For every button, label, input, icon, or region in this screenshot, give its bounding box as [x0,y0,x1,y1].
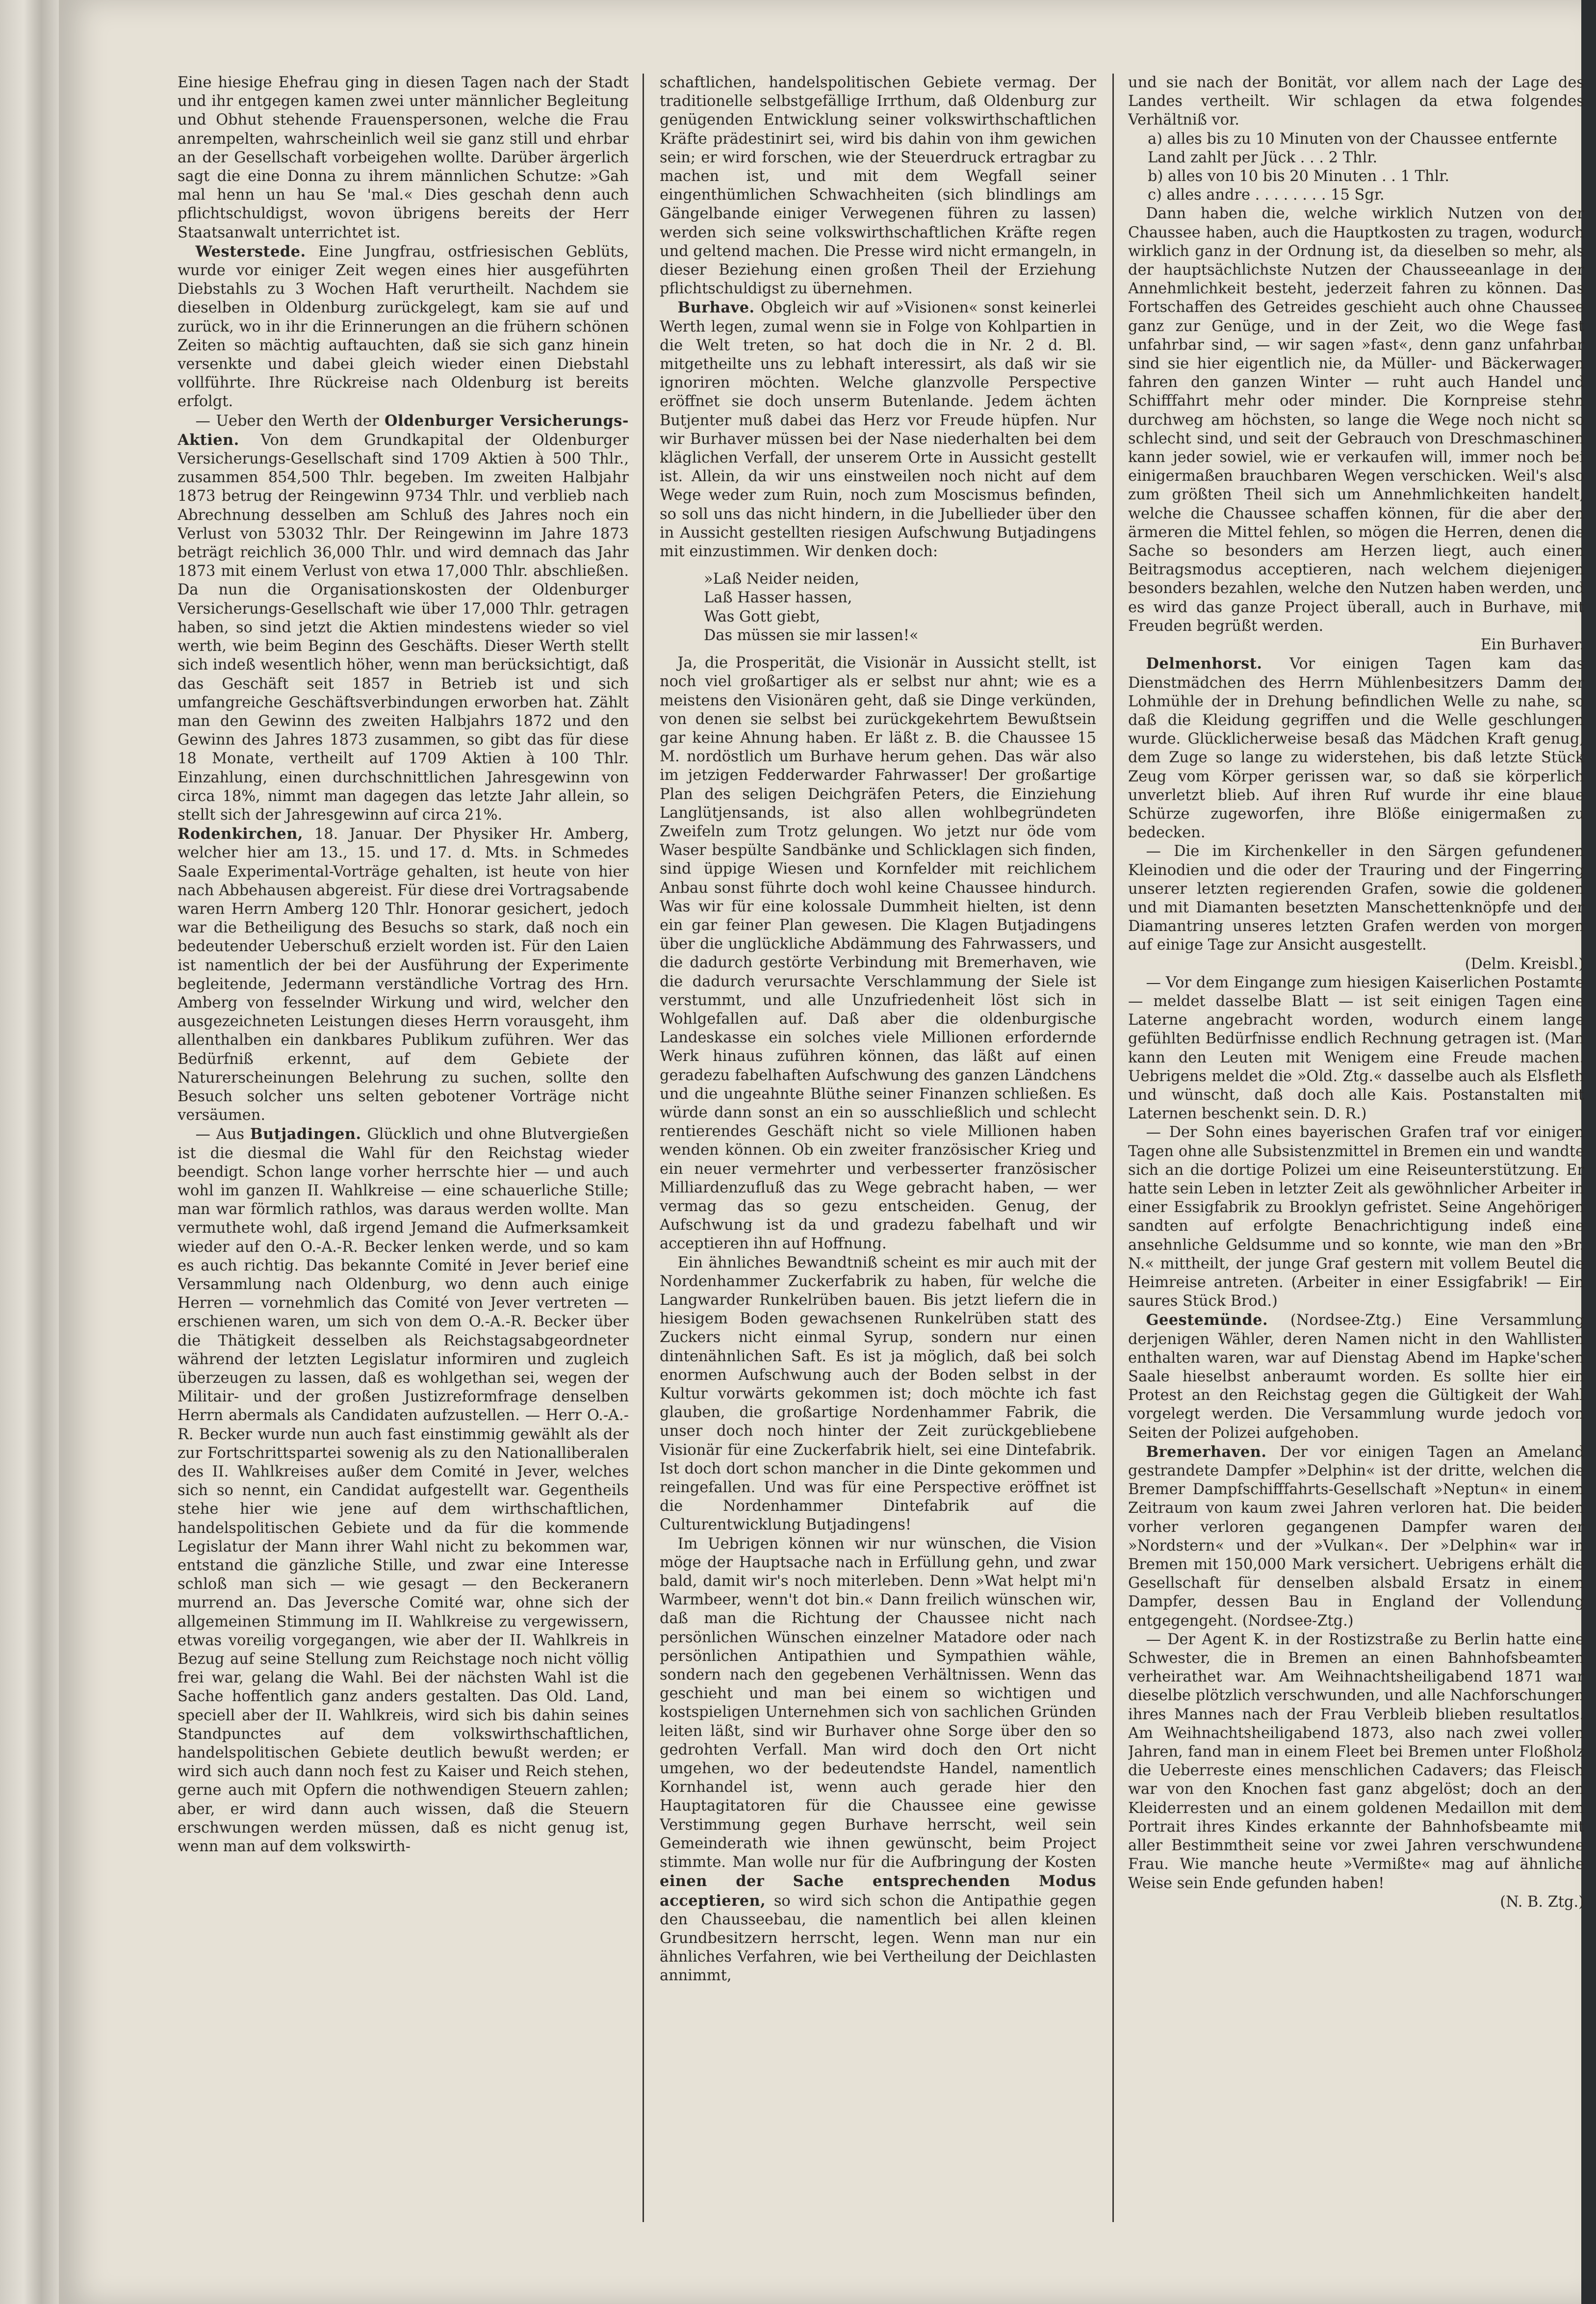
article-source: (N. B. Ztg.) [1500,1893,1584,1911]
article-text: Obgleich wir auf »Visionen« sonst keinerlei Werth legen, zumal wenn sie in Folge von Kohlpartien in die Welt treten, so hat doch die in Nr. 2 d. Bl. mitgetheilte uns zu lebhaft interessirt, als daß wir sie ignoriren möchten. Welche glanzvolle Perspective eröffnet sie doch unserm Butenlande. Jedem ächten Butjenter muß dabei das Herz vor Freude hüpfen. Nur wir Burhaver müssen bei der Nase niederhalten bei dem kläglichen Verfall, der unserem Orte in Aussicht gestellt ist. Allein, da wir uns einstweilen noch nicht auf dem Wege weder zum Ruin, noch zum Moscismus befinden, so soll uns das nicht hindern, in die Jubellieder über den in Aussicht gestellten riesigen Aufschwung Butjadingens mit einzustimmen. Wir denken doch: [660,299,1096,561]
list-item: b) alles von 10 bis 20 Minuten . . 1 Thlr. [1148,168,1450,185]
article-heading: Delmenhorst. [1146,655,1262,673]
article-heading: einen der Sache entsprechenden Modus acceptieren, [660,1872,1096,1910]
article-heading: Oldenburger Versicherungs-Aktien. [178,412,629,449]
article-paragraph [660,298,1096,561]
article-text: Eine Jungfrau, ostfriesischen Geblüts, wurde vor einiger Zeit wegen eines hier ausgeführten Diebstahls zu 3 Wochen Haft verurtheilt. Nachdem sie dieselben in Oldenburg zurückgelegt, kam sie auf und zurück, wo in ihr die Erinnerungen an die frühern schönen Zeiten so mächtig auftauchten, daß sie sich ganz hinein versenkte und dabei gleich wieder einen Diebstahl vollführte. Ihre Rückreise nach Oldenburg ist bereits erfolgt. [178,243,629,411]
poem-verse [704,570,1096,645]
article-heading: Burhave. [677,299,755,317]
article-paragraph [178,412,629,825]
article-text: so wird sich schon die Antipathie gegen den Chausseebau, die namentlich bei allen kleinen Grundbesitzern herrscht, legen. Wenn man nur ein ähnliches Verfahren, wie bei Vertheilung der Deichlasten annimmt, [660,1892,1096,1985]
article-heading: Butjadingen. [250,1125,361,1143]
verse-line: Laß Hasser hassen, [704,589,852,607]
article-paragraph [178,242,629,412]
article-paragraph [660,1535,1096,1986]
article-paragraph: und sie nach der Bonität, vor allem nach der Lage des Landes vertheilt. Wir schlagen da etwa folgendes Verhältniß vor. [1128,74,1584,129]
column-rule [1112,74,1114,2222]
article-heading: Rodenkirchen, [178,825,303,843]
article-text: Vor einigen Tagen kam das Dienstmädchen des Herrn Mühlenbesitzers Damm der Lohmühle der in Drehung befindlichen Welle zu nahe, so daß die Kleidung gegriffen und die Welle geschlungen wurde. Glücklicherweise besaß das Mädchen Kraft genug, dem Zuge so lange zu widerstehen, bis daß letzte Stück Zeug vom Körper gerissen war, so daß sie körperlich unverletzt blieb. Auf ihren Ruf wurde ihr eine blaue Schürze zugeworfen, ihre Blöße einigermaßen zu bedecken. [1128,655,1584,842]
verse-line: Das müssen sie mir lassen!« [704,626,919,644]
article-paragraph [178,1125,629,1856]
article-paragraph: Eine hiesige Ehefrau ging in diesen Tagen nach der Stadt und ihr entgegen kamen zwei unter männlicher Begleitung und Obhut stehende Frauenspersonen, welche die Frau anrempelten, wahrscheinlich weil sie ganz still und ehrbar an der Gesellschaft vorbeigehen wollte. Darüber ärgerlich sagt die eine Donna zu ihrem männlichen Schutze: »Gah mal henn un hau Se 'mal.« Dies geschah denn auch pflichtschuldigst, wovon übrigens bereits der Herr Staatsanwalt unterrichtet ist. [178,74,629,241]
article-paragraph: — Der Sohn eines bayerischen Grafen traf vor einigen Tagen ohne alle Subsistenzmittel in Bremen ein und wandte sich an die dortige Polizei um eine Reiseunterstützung. Er hatte sein Leben in letzter Zeit als gewöhnlicher Arbeiter in einer Essigfabrik zu Brooklyn gefristet. Seine Angehörigen sandten auf erfolgte Benachrichtigung indeß eine ansehnliche Geldsumme und so konnte, wie man den »Br. N.« mittheilt, der junge Graf gestern mit vollem Beutel die Heimreise antreten. (Arbeiter in einer Essigfabrik! — Ein saures Stück Brod.) [1128,1124,1584,1310]
article-text: Im Uebrigen können wir nur wünschen, die Vision möge der Hauptsache nach in Erfüllung gehn, und zwar bald, damit wir's noch miterleben. Denn »Wat helpt mi'n Warmbeer, wenn't dot bin.« Dann freilich wünschen wir, daß man die Richtung der Chaussee nicht nach persönlichen Wünschen einzelner Matadore oder nach persönlichen Antipathien und Sympathien wähle, sondern nach den gegebenen Verhältnissen. Wenn das geschieht und man bei einem so wichtigen und kostspieligen Unternehmen sich von sachlichen Gründen leiten läßt, sind wir Burhaver ohne Sorge über den so gedrohten Verfall. Man wird doch den Ort nicht umgehen, wo der bedeutendste Handel, namentlich Kornhandel ist, wenn auch gerade hier den Hauptagitatoren für die Chaussee eine gewisse Verstimmung gegen Burhave herrscht, weil sein Gemeinderath wie ihnen gewünscht, beim Project stimmte. Man wolle nur für die Aufbringung der Kosten [660,1535,1096,1871]
article-paragraph [1128,654,1584,842]
article-text: — Ueber den Werth der [195,412,379,430]
column-rule [643,74,644,2222]
article-paragraph: — Vor dem Eingange zum hiesigen Kaiserlichen Postamte — meldet dasselbe Blatt — ist seit einigen Tagen eine Laterne angebracht worden, wodurch einem lange gefühlten Bedürfnisse endlich Rechnung getragen ist. (Man kann den Leuten mit Wenigem eine Freude machen. Uebrigens meldet die »Old. Ztg.« dasselbe auch als Elsfleth und wünscht, daß doch alle Kais. Postanstalten mit Laternen beschenkt sein. D. R.) [1128,974,1584,1123]
column-middle [660,74,1096,2222]
article-paragraph [1128,1443,1584,1631]
article-text: Von dem Grundkapital der Oldenburger Versicherungs-Gesellschaft sind 1709 Aktien à 500 Thlr., zusammen 854,500 Thlr. begeben. Im zweiten Halbjahr 1873 betrug der Reingewinn 9734 Thlr. und verblieb nach Abrechnung desselben am Schluß des Jahres noch ein Verlust von 53032 Thlr. Der Reingewinn im Jahre 1873 beträgt reichlich 36,000 Thlr. und wird demnach das Jahr 1873 mit einem Verlust von etwa 17,000 Thlr. abschließen. Da nun die Organisationskosten der Oldenburger Versicherungs-Gesellschaft wie über 17,000 Thlr. getragen haben, so sind jetzt die Aktien mindestens wieder so viel werth, wie beim Beginn des Geschäfts. Dieser Werth stellt sich indeß wesentlich höher, wenn man berücksichtigt, daß das Geschäft seit 1857 in Betrieb ist und sich umfangreiche Geschäftsverbindungen erworben hat. Zählt man den Gewinn des zweiten Halbjahrs 1872 und den Gewinn des Jahres 1873 zusammen, so gibt das für diese 18 Monate, vertheilt auf 1709 Aktien à 100 Thlr. Einzahlung, einen durchschnittlichen Jahresgewinn von circa 18%, nimmt man dagegen das letzte Jahr allein, so stellt sich der Jahresgewinn auf circa 21%. [178,431,629,824]
article-paragraph [178,825,629,1125]
verse-line: Was Gott giebt, [704,608,821,625]
article-heading: Geestemünde. [1146,1311,1268,1329]
article-text: Der vor einigen Tagen an Ameland gestrandete Dampfer »Delphin« ist der dritte, welchen die Bremer Dampfschifffahrts-Gesellschaft »Neptun« in einem Zeitraum von kaum zwei Jahren verloren hat. Die beiden vorher verloren gegangenen Dampfer waren der »Nordstern« und der »Vulkan«. Der »Delphin« war in Bremen mit 150,000 Mark versichert. Uebrigens erhält die Gesellschaft für denselben alsbald Ersatz in einem Dampfer, dessen Bau in England der Vollendung entgegengeht. (Nordsee-Ztg.) [1128,1443,1584,1630]
list-item: c) alles andre . . . . . . . . 15 Sgr. [1148,186,1385,204]
article-paragraph: Ja, die Prosperität, die Visionär in Aussicht stellt, ist noch viel großartiger als er selbst nur ahnt; wie es a meistens den Visionären geht, daß sie Dinge verkünden, von denen sie selbst bei zurückgekehrtem Bewußtsein gar keine Ahnung haben. Er läßt z. B. die Chaussee 15 M. nordöstlich um Burhave herum gehen. Das wär also im jetzigen Fedderwarder Fahrwasser! Der großartige Plan des seligen Deichgräfen Peters, die Einziehung Langlütjensands, ist also allen wohlbegründeten Zweifeln zum Trotz gelungen. Wo jetzt nur öde vom Waser bespülte Sandbänke und Schlicklagen sich finden, sind üppige Wiesen und Kornfelder mit reichlichem Anbau sonst führte doch wohl keine Chaussee hindurch. Was wir für eine kolossale Dummheit hielten, ist denn ein gar feiner Plan gewesen. Die Klagen Butjadingens über die unglückliche Abdämmung des Fahrwassers, und die dadurch gestörte Verbindung mit Bremerhaven, wie die dadurch verursachte Verschlammung der Siele ist verstummt, und alle Unzufriedenheit löst sich in Wohlgefallen auf. Daß aber die oldenburgische Landeskasse ein solches viele Millionen erfordernde Werk hinaus zuführen können, das läßt auf einen geradezu fabelhaften Aufschwung des ganzen Ländchens und die ungeahnte Blüthe seiner Finanzen schließen. Es würde dann sonst an ein so ausschließlich und schlecht rentierendes Geschäft nicht so viele Millionen haben wenden können. Ob ein zweiter französischer Krieg und ein neuer vermehrter und verbesserter französischer Milliardenzufluß das zu Wege gebracht haben, — wer vermag das so gezu entscheiden. Genug, der Aufschwung ist da und gradezu fabelhaft und wir acceptieren ihn auf Hoffnung. [660,654,1096,1253]
verse-line: »Laß Neider neiden, [704,570,859,588]
article-paragraph: — Die im Kirchenkeller in den Särgen gefundenen Kleinodien und die oder der Trauring und der Fingerring unserer letzten regierenden Grafen, sowie die goldenen und mit Diamanten besetzten Manschettenknöpfe und der Diamantring unseres letzten Grafen werden von morgen auf einige Tage zur Ansicht ausgestellt. [1128,843,1584,954]
article-paragraph: — Der Agent K. in der Rostizstraße zu Berlin hatte eine Schwester, die in Bremen an einen Bahnhofsbeamten verheirathet war. Am Weihnachtsheiligabend 1871 war dieselbe plötzlich verschwunden, und alle Nachforschungen ihres Mannes nach der Frau Verbleib blieben resultatlos. Am Weihnachtsheiligabend 1873, also nach zwei vollen Jahren, fand man in einem Fleet bei Bremen unter Floßholz die Ueberreste eines menschlichen Cadavers; das Fleisch war von den Knochen fast ganz abgelöst; doch an den Kleiderresten und an einem goldenen Medaillon mit dem Portrait ihres Kindes erkannte der Bahnhofsbeamte mit aller Bestimmtheit seine vor zwei Jahren verschwundene Frau. Wie manche heute »Vermißte« mag auf ähnliche Weise sein Ende gefunden haben! [1128,1631,1584,1892]
article-signature: Ein Burhaver. [1480,636,1584,654]
article-heading: Bremerhaven. [1146,1443,1267,1461]
page-binding-edge [0,0,59,2304]
list-item: a) alles bis zu 10 Minuten von der Chaussee entfernte Land zahlt per Jück . . . 2 Thlr. [1148,130,1557,166]
article-text: 18. Januar. Der Physiker Hr. Amberg, welcher hier am 13., 15. und 17. d. Mts. in Schmedes Saale Experimental-Vorträge gehalten, ist heute von hier nach Abbehausen abgereist. Für diese drei Vortragsabende waren Herrn Amberg 120 Thlr. Honorar gesichert, jedoch war die Betheiligung des Besuchs so stark, daß noch ein bedeutender Ueberschuß erzielt worden ist. Für den Laien ist namentlich der bei der Ausführung der Experimente begleitende, Jedermann verständliche Vortrag des Hrn. Amberg von fesselnder Wirkung und wird, welcher den ausgezeichneten Leistungen dieses Herrn vorausgeht, ihm allenthalben ein dankbares Publikum zuführen. Wer das Bedürfniß erkennt, auf dem Gebiete der Naturerscheinungen Belehrung zu suchen, sollte den Besuch solcher uns selten gebotener Vorträge nicht versäumen. [178,826,629,1124]
fee-list [1148,130,1584,205]
article-paragraph [1128,1311,1584,1442]
article-paragraph: Ein ähnliches Bewandtniß scheint es mir auch mit der Nordenhammer Zuckerfabrik zu haben, für welche die Langwarder Runkelrüben bauen. Bis jetzt liefern die in hiesigem Boden gewachsenen Runkelrüben statt des Zuckers nicht einmal Syrup, sondern nur einen dintenähnlichen Saft. Es ist ja möglich, daß bei solch enormen Aufschwung auch der Boden selbst in der Kultur vorwärts gekommen ist; doch möchte ich fast glauben, die großartige Nordenhammer Fabrik, die unser doch noch hinter der Zeit zurückgebliebene Visionär für eine Zuckerfabrik hielt, sei eine Dintefabrik. Ist doch dort schon mancher in die Dinte gekommen und reingefallen. Und was für eine Perspective eröffnet ist die Nordenhammer Dintefabrik auf die Culturentwicklung Butjadingens! [660,1254,1096,1534]
article-paragraph: Dann haben die, welche wirklich Nutzen von der Chaussee haben, auch die Hauptkosten zu tragen, wodurch wirklich ganz in der Ordnung ist, da dieselben so mehr, als der hauptsächlichste Nutzen der Chausseeanlage in der Annehmlichkeit besteht, jederzeit fahren zu können. Das Fortschaffen des Getreides geschieht auch ohne Chaussee ganz zur Genüge, und in der Zeit, wo die Wege fast unfahrbar sind, — wir sagen »fast«, denn ganz unfahrbar sind sie hier eigentlich nie, da Müller- und Bäckerwagen fahren den ganzen Winter — ruht auch Handel und Schifffahrt mehr oder minder. Die Kornpreise stehn durchweg am höchsten, so lange die Wege noch nicht so schlecht sind, und seit der Gebrauch von Dreschmaschinen kann jeder sowiel, wie er verkaufen will, immer noch bei einigermaßen brauchbaren Wegen verschicken. Weil's also zum größten Theil sich um Annehmlichkeiten handelt, welche die Chaussee schaffen können, für die aber den ärmeren die Mittel fehlen, so mögen die Herren, denen die Sache so besonders am Herzen liegt, auch einen Beitragsmodus acceptieren, nach welchem diejenigen besonders bezahlen, welche den Nutzen haben werden, und es wird das ganze Project überall, auch in Burhave, mit Freuden begrüßt werden. [1128,205,1584,635]
article-text: Glücklich und ohne Blutvergießen ist die diesmal die Wahl für den Reichstag wieder beendigt. Schon lange vorher herrschte hier — und auch wohl im ganzen II. Wahlkreise — eine schauerliche Stille; man war förmlich rathlos, was daraus werden wollte. Man vermuthete wohl, daß irgend Jemand die Aufmerksamkeit wieder auf den O.-A.-R. Becker lenken werde, und so kam es auch richtig. Das bekannte Comité in Jever berief eine Versammlung nach Oldenburg, wo denn auch einige Herren — vornehmlich das Comité von Jever vertreten — erschienen waren, um sich von dem O.-A.-R. Becker über die Thätigkeit desselben als Reichstagsabgeordneter während der letzten Legislatur informiren und zugleich überzeugen zu lassen, daß es wohlgethan sei, wegen der Militair- und der großen Justizreformfrage denselben Herrn abermals als Candidaten aufzustellen. — Herr O.-A.-R. Becker wurde nun auch fast einstimmig gewählt als der zur Fortschrittspartei sowenig als zu den Nationalliberalen des II. Wahlkreises außer dem Comité in Jever, welches sich so nennt, ein Candidat aufgestellt war. Gegentheils stehe hier wie jene auf dem wirthschaftlichen, handelspolitischen Gebiete und da für die kommende Legislatur der Mann ihrer Wahl nicht zu bekommen war, entstand die gänzliche Stille, und zwar eine Interesse schloß man sich — wie gesagt — den Beckeranern murrend an. Das Jeversche Comité war, ohne sich der allgemeinen Stimmung im II. Wahlkreise zu vergewissern, etwas voreilig vorgegangen, wie aber der II. Wahlkreis in Bezug auf seine Stellung zum Reichstage noch nicht völlig frei war, gelang die Wahl. Bei der nächsten Wahl ist die Sache hoffentlich ganz anders gestalten. Das Old. Land, speciell aber der II. Wahlkreis, wird sich bis dahin seines Standpunctes auf dem volkswirthschaftlichen, handelspolitischen Gebiete deutlich bewußt werden; er wird sich auch dann noch fest zu Kaiser und Reich stehen, gerne auch mit Opfern die nothwendigen Steuern zahlen; aber, er wird dann auch wissen, daß die Steuern erschwungen werden müssen, daß es nicht genug ist, wenn man auf dem volkswirth- [178,1126,629,1856]
article-paragraph: schaftlichen, handelspolitischen Gebiete vermag. Der traditionelle selbstgefällige Irrthum, daß Oldenburg zur genügenden Entwicklung seiner volkswirthschaftlichen Kräfte prädestinirt sei, wird bis dahin von ihm gewichen sein; er wird forschen, wie der Steuerdruck ertragbar zu machen ist, und mit dem Wegfall seiner eingenthümlichen Schwachheiten (sich blindlings am Gängelbande einiger Verwegenen führen zu lassen) werden sich seine volkswirthschaftlichen Kräfte regen und geltend machen. Die Presse wird nicht ermangeln, in dieser Beziehung einen großen Theil der Erziehung pflichtschuldigst zu übernehmen. [660,74,1096,298]
article-text: (Nordsee-Ztg.) Eine Versammlung derjenigen Wähler, deren Namen nicht in den Wahllisten enthalten waren, war auf Dienstag Abend im Hapke'schen Saale hieselbst anberaumt worden. Es sollte hier ein Protest an den Reichstag gegen die Gültigkeit der Wahl vorgelegt werden. Die Versammlung wurde jedoch von Seiten der Polizei aufgehoben. [1128,1312,1584,1442]
column-right [1128,74,1584,2222]
column-left [178,74,629,2222]
article-source: (Delm. Kreisbl.) [1465,955,1584,973]
article-text: — Aus [195,1126,244,1143]
article-heading: Westerstede. [195,242,306,260]
